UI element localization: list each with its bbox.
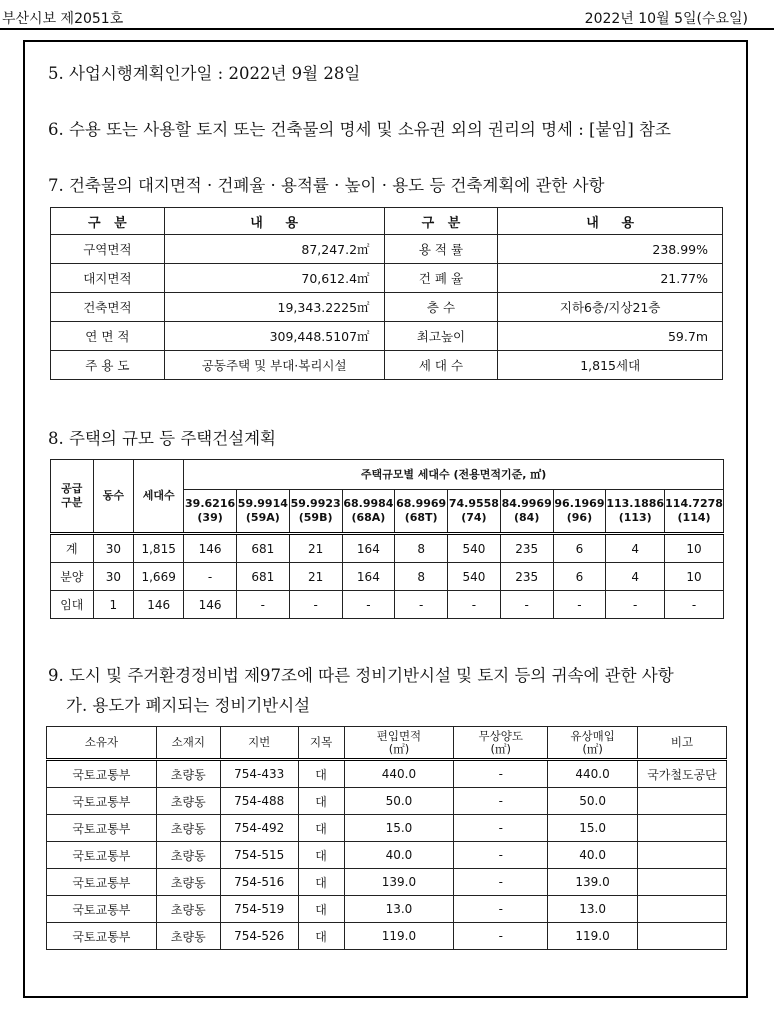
- table-cell: 146: [184, 591, 237, 619]
- table-cell: -: [236, 591, 289, 619]
- table-cell: 6: [553, 534, 606, 563]
- table-cell: 40.0: [344, 842, 454, 869]
- table-cell: [638, 869, 727, 896]
- size-area: 59.9914: [237, 497, 288, 510]
- table-cell: 국토교통부: [47, 760, 157, 788]
- table-cell: 50.0: [548, 788, 638, 815]
- table-cell: [638, 788, 727, 815]
- table-cell: -: [454, 869, 548, 896]
- size-header: [553, 490, 606, 534]
- table-cell: 754-519: [220, 896, 298, 923]
- size-header: [606, 490, 665, 534]
- item-label: 용 적 률: [384, 235, 498, 264]
- unit-count-header: 세대수: [134, 460, 184, 534]
- item-value: 19,343.2225㎡: [164, 293, 384, 322]
- section-6: 6. 수용 또는 사용할 토지 또는 건축물의 명세 및 소유권 외의 권리의 명세 : [붙임] 참조: [48, 120, 671, 139]
- item-value: 59.7m: [498, 322, 723, 351]
- table-cell: 146: [184, 534, 237, 563]
- section-7: 7. 건축물의 대지면적 · 건폐율 · 용적률 · 높이 · 용도 등 건축계획에 관한 사항: [48, 176, 605, 195]
- table-cell: 440.0: [344, 760, 454, 788]
- table-row: [51, 534, 724, 563]
- size-type: (96): [566, 511, 593, 524]
- table-cell: -: [500, 591, 553, 619]
- size-type: (68T): [404, 511, 438, 524]
- facilities-header: [47, 727, 727, 760]
- table-cell: 국토교통부: [47, 842, 157, 869]
- size-type: (84): [513, 511, 540, 524]
- size-type: (59A): [245, 511, 280, 524]
- col-header: 지목: [298, 727, 344, 760]
- table-cell: 1,815: [134, 534, 184, 563]
- table-row: [47, 896, 727, 923]
- size-area: 39.6216: [185, 497, 236, 510]
- table-cell: 초량동: [156, 896, 220, 923]
- table-cell: 754-433: [220, 760, 298, 788]
- col-header: 구 분: [51, 208, 165, 235]
- table-cell: 754-526: [220, 923, 298, 950]
- size-type: (114): [677, 511, 711, 524]
- table-cell: 21: [289, 534, 342, 563]
- size-type: (68A): [351, 511, 386, 524]
- table-cell: -: [289, 591, 342, 619]
- size-area: 113.1886: [606, 497, 665, 510]
- col-header: 구 분: [384, 208, 498, 235]
- housing-plan-table: [50, 459, 724, 619]
- table-cell: [638, 815, 727, 842]
- col-header: 소재지: [156, 727, 220, 760]
- table-row: [47, 842, 727, 869]
- table-cell: -: [448, 591, 501, 619]
- table-cell: 초량동: [156, 760, 220, 788]
- table-cell: 50.0: [344, 788, 454, 815]
- size-area: 84.9969: [501, 497, 552, 510]
- size-area: 68.9969: [396, 497, 447, 510]
- table-cell: 681: [236, 534, 289, 563]
- size-type: (59B): [298, 511, 333, 524]
- item-label: 세 대 수: [384, 351, 498, 380]
- table-cell: -: [454, 842, 548, 869]
- item-label: 연 면 적: [51, 322, 165, 351]
- table-cell: 10: [665, 534, 724, 563]
- size-type: (74): [461, 511, 487, 524]
- item-value: 87,247.2㎡: [164, 235, 384, 264]
- item-value: 309,448.5107㎡: [164, 322, 384, 351]
- table-row: [47, 923, 727, 950]
- table-row: [47, 815, 727, 842]
- col-header: 비고: [638, 727, 727, 760]
- table-cell: -: [184, 563, 237, 591]
- table-cell: 440.0: [548, 760, 638, 788]
- table-cell: 분양: [51, 563, 94, 591]
- building-plan-table: [50, 207, 723, 380]
- header-rule: [0, 28, 774, 30]
- table-cell: 30: [93, 563, 134, 591]
- supply-type-header: 공급 구분: [51, 460, 94, 534]
- table-cell: 40.0: [548, 842, 638, 869]
- table-cell: 540: [448, 534, 501, 563]
- table-cell: 164: [342, 563, 395, 591]
- table-cell: -: [454, 760, 548, 788]
- col-header: 편입면적 (㎡): [344, 727, 454, 760]
- gazette-number: 부산시보 제2051호: [2, 11, 124, 27]
- size-header: [665, 490, 724, 534]
- col-header: 지번: [220, 727, 298, 760]
- item-value: 21.77%: [498, 264, 723, 293]
- section-5: 5. 사업시행계획인가일 : 2022년 9월 28일: [48, 64, 361, 83]
- table-cell: -: [454, 896, 548, 923]
- table-cell: 초량동: [156, 842, 220, 869]
- table-cell: 8: [395, 534, 448, 563]
- table-row: [51, 563, 724, 591]
- size-header: [184, 490, 237, 534]
- table-cell: 국토교통부: [47, 896, 157, 923]
- table-row: [51, 591, 724, 619]
- table-cell: 국토교통부: [47, 869, 157, 896]
- size-area: 114.7278: [665, 497, 723, 510]
- page-header: [0, 8, 774, 28]
- table-cell: -: [454, 923, 548, 950]
- table-cell: 139.0: [344, 869, 454, 896]
- item-value: 70,612.4㎡: [164, 264, 384, 293]
- table-cell: 540: [448, 563, 501, 591]
- table-cell: 대: [298, 869, 344, 896]
- item-label: 주 용 도: [51, 351, 165, 380]
- size-group-header: 주택규모별 세대수 (전용면적기준, ㎡): [184, 460, 724, 490]
- table-cell: 754-488: [220, 788, 298, 815]
- table-cell: 국토교통부: [47, 788, 157, 815]
- item-label: 건 폐 율: [384, 264, 498, 293]
- table-cell: 1: [93, 591, 134, 619]
- table-cell: 대: [298, 788, 344, 815]
- table-row: [51, 235, 723, 264]
- table-row: [51, 351, 723, 380]
- size-header: [342, 490, 395, 534]
- size-type: (113): [618, 511, 652, 524]
- item-value: 지하6층/지상21층: [498, 293, 723, 322]
- size-header: [500, 490, 553, 534]
- table-row: [47, 788, 727, 815]
- issue-date: 2022년 10월 5일(수요일): [584, 11, 748, 27]
- table-cell: 초량동: [156, 923, 220, 950]
- table-cell: 1,669: [134, 563, 184, 591]
- table-cell: 계: [51, 534, 94, 563]
- size-area: 68.9984: [343, 497, 394, 510]
- table-cell: -: [606, 591, 665, 619]
- table-cell: 235: [500, 563, 553, 591]
- table-cell: 임대: [51, 591, 94, 619]
- col-header: 소유자: [47, 727, 157, 760]
- col-header: 내 용: [164, 208, 384, 235]
- table-cell: 754-492: [220, 815, 298, 842]
- table-cell: -: [395, 591, 448, 619]
- table-cell: 164: [342, 534, 395, 563]
- table-row: [47, 760, 727, 788]
- table-cell: 15.0: [344, 815, 454, 842]
- table-cell: -: [454, 788, 548, 815]
- table-cell: 139.0: [548, 869, 638, 896]
- table-cell: 국가철도공단: [638, 760, 727, 788]
- table-cell: 대: [298, 842, 344, 869]
- table-cell: 30: [93, 534, 134, 563]
- size-header: [236, 490, 289, 534]
- table-cell: 대: [298, 760, 344, 788]
- table-cell: [638, 842, 727, 869]
- table-cell: 754-515: [220, 842, 298, 869]
- item-value: 238.99%: [498, 235, 723, 264]
- col-header: 유상매입 (㎡): [548, 727, 638, 760]
- building-plan-header: [51, 208, 723, 235]
- item-label: 층 수: [384, 293, 498, 322]
- table-cell: -: [553, 591, 606, 619]
- item-value: 공동주택 및 부대·복리시설: [164, 351, 384, 380]
- table-cell: 15.0: [548, 815, 638, 842]
- size-area: 59.9923: [290, 497, 341, 510]
- table-row: [47, 869, 727, 896]
- section-9: 9. 도시 및 주거환경정비법 제97조에 따른 정비기반시설 및 토지 등의 귀속에 관한 사항: [48, 666, 674, 685]
- table-row: [51, 293, 723, 322]
- size-area: 74.9558: [448, 497, 499, 510]
- table-cell: 10: [665, 563, 724, 591]
- table-cell: 초량동: [156, 788, 220, 815]
- table-cell: 754-516: [220, 869, 298, 896]
- table-cell: -: [342, 591, 395, 619]
- table-cell: 146: [134, 591, 184, 619]
- table-cell: 대: [298, 815, 344, 842]
- item-label: 대지면적: [51, 264, 165, 293]
- size-header: [289, 490, 342, 534]
- table-cell: 235: [500, 534, 553, 563]
- item-label: 최고높이: [384, 322, 498, 351]
- size-area: 96.1969: [554, 497, 605, 510]
- table-cell: -: [454, 815, 548, 842]
- item-label: 구역면적: [51, 235, 165, 264]
- table-cell: 119.0: [548, 923, 638, 950]
- table-cell: 초량동: [156, 815, 220, 842]
- table-row: [51, 322, 723, 351]
- table-cell: 4: [606, 534, 665, 563]
- building-count-header: 동수: [93, 460, 134, 534]
- col-header: 내 용: [498, 208, 723, 235]
- table-cell: 대: [298, 923, 344, 950]
- table-cell: 8: [395, 563, 448, 591]
- housing-header-row-1: [51, 460, 724, 490]
- size-type: (39): [197, 511, 223, 524]
- table-cell: 13.0: [548, 896, 638, 923]
- table-cell: 681: [236, 563, 289, 591]
- table-cell: 21: [289, 563, 342, 591]
- table-cell: 대: [298, 896, 344, 923]
- size-header: [448, 490, 501, 534]
- table-cell: 13.0: [344, 896, 454, 923]
- table-cell: -: [665, 591, 724, 619]
- facilities-table: [46, 726, 727, 950]
- table-cell: [638, 923, 727, 950]
- section-8: 8. 주택의 규모 등 주택건설계획: [48, 429, 276, 448]
- table-cell: 초량동: [156, 869, 220, 896]
- table-cell: 119.0: [344, 923, 454, 950]
- item-label: 건축면적: [51, 293, 165, 322]
- table-cell: [638, 896, 727, 923]
- table-cell: 국토교통부: [47, 815, 157, 842]
- col-header: 무상양도 (㎡): [454, 727, 548, 760]
- table-row: [51, 264, 723, 293]
- table-cell: 4: [606, 563, 665, 591]
- item-value: 1,815세대: [498, 351, 723, 380]
- table-cell: 6: [553, 563, 606, 591]
- section-9-subtitle: 가. 용도가 폐지되는 정비기반시설: [66, 696, 311, 715]
- size-header: [395, 490, 448, 534]
- table-cell: 국토교통부: [47, 923, 157, 950]
